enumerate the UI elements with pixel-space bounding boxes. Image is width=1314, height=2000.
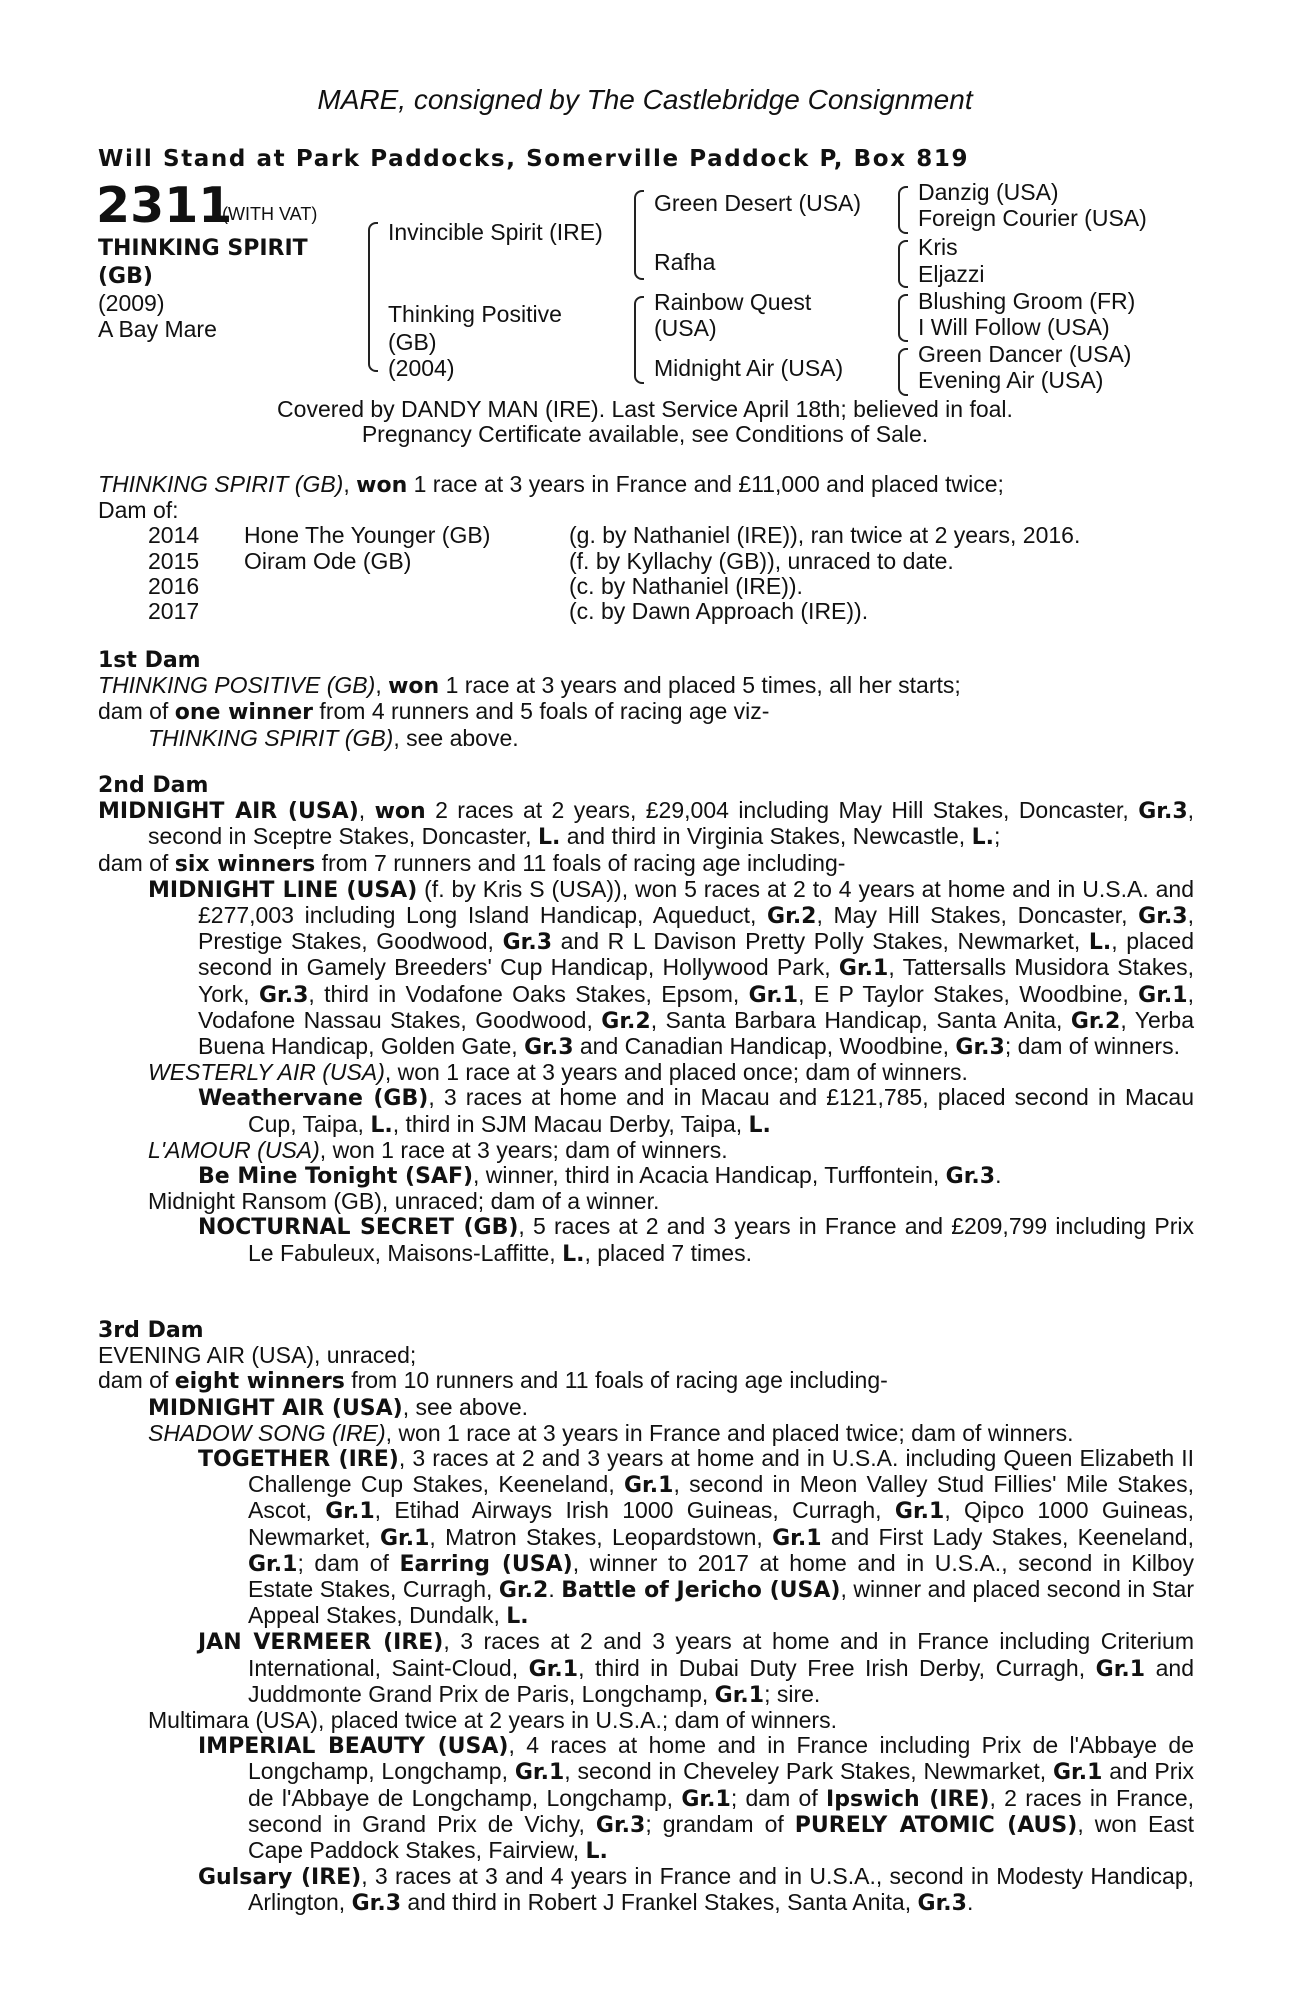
dam-sire-dam: I Will Follow (USA) [918,314,1110,340]
pedigree-brace [634,296,644,384]
sire-sire: Green Desert (USA) [654,190,862,216]
dam-of-label: Dam of: [98,497,179,524]
dam-dam: Midnight Air (USA) [654,355,844,381]
progeny-row: 2017 (c. by Dawn Approach (IRE)). [148,598,869,625]
pedigree-brace [898,186,908,234]
mare-name: THINKING SPIRIT (GB) [98,471,344,497]
dam-dam-sire: Green Dancer (USA) [918,341,1132,367]
dam-year: (2004) [388,355,455,381]
progeny-row: 2014 Hone The Younger (GB) (g. by Nathaniel (IRE)), ran twice at 2 years, 2016. [148,522,1081,549]
pedigree-brace [898,348,908,396]
pedigree-brace [368,222,378,372]
horse-description: A Bay Mare [98,316,217,342]
third-dam-heading: 3rd Dam [98,1318,204,1343]
sire-sire-sire: Danzig (USA) [918,179,1059,205]
dam-sire-origin: (USA) [654,315,717,341]
stand-location: Will Stand at Park Paddocks, Somerville Paddock P, Box 819 [98,146,970,172]
pedigree-brace [898,240,908,288]
dam-origin: (GB) [388,329,437,355]
pedigree-brace [898,294,908,342]
dam-sire-sire: Blushing Groom (FR) [918,288,1136,314]
progeny-row: 2015 Oiram Ode (GB) (f. by Kyllachy (GB)), unraced to date. [148,547,954,574]
sire-dam: Rafha [654,249,716,275]
sire-dam-sire: Kris [918,234,958,260]
covered-note: Covered by DANDY MAN (IRE). Last Service April 18th; believed in foal. [277,396,1013,422]
first-dam-section: 1st Dam THINKING POSITIVE (GB), won 1 race at 3 years and placed 5 times, all her starts; dam of one winner from 4 runners and 5 foals of racing age viz- THINKING SPIRIT (GB), see above. [98,648,1194,751]
sire-sire-dam: Foreign Courier (USA) [918,205,1147,231]
mare-record: 1 race at 3 years in France and £11,000 and placed twice; [407,471,1004,497]
sire: Invincible Spirit (IRE) [388,219,603,245]
pedigree-brace [634,190,644,280]
sire-dam-dam: Eljazzi [918,261,985,287]
horse-year: (2009) [98,290,165,316]
page-title: MARE, consigned by The Castlebridge Consignment [317,84,973,115]
lot-number: 2311 [96,177,233,234]
dam: Thinking Positive [388,301,562,327]
second-dam-section: 2nd Dam MIDNIGHT AIR (USA), won 2 races at 2 years, £29,004 including May Hill Stakes, Doncaster, Gr.3, second in Sceptre Stakes, Doncaster, L. and third in Virginia Stakes, Newcastle, L.; dam of six winners from 7 runners and 11 foals of racing age including- MIDNIGHT LINE (USA) (f. by Kris S (USA)), won 5 races at 2 to 4 years at home and in U.S.A. and £277,003 including Long Island Handicap, Aqueduct, Gr.2, May Hill Stakes, Doncaster, Gr.3, Prestige Stakes, Goodwood, Gr.3 and R L Davison Pretty Polly Stakes, Newmarket, L., placed second in Gamely Breeders' Cup Handicap, Hollywood Park, Gr.1, Tattersalls Musidora Stakes, York, Gr.3, third in Vodafone Oaks Stakes, Epsom, Gr.1, E P Taylor Stakes, Woodbine, Gr.1, Vodafone Nassau Stakes, Goodwood, Gr.2, Santa Barbara Handicap, Santa Anita, Gr.2, Yerba Buena Handicap, Golden Gate, Gr.3 and Canadian Handicap, Woodbine, Gr.3; dam of winners. WESTERLY AIR (USA), won 1 race at 3 years and placed once; dam of winners. Weathervane (GB), 3 races at home and in Macau and £121,785, placed second in Macau Cup, Taipa, L., third in SJM Macau Derby, Taipa, L. L'AMOUR (USA), won 1 race at 3 years; dam of winners. Be Mine Tonight (SAF), winner, third in Acacia Handicap, Turffontein, Gr.3. Midnight Ransom (GB), unraced; dam of a winner. NOCTURNAL SECRET (GB), 5 races at 2 and 3 years in France and £209,799 including Prix Le Fabuleux, Maisons-Laffitte, L., placed 7 times. [98,773,1195,1267]
horse-name: THINKING SPIRIT [98,236,308,261]
first-dam-heading: 1st Dam [98,648,201,673]
horse-origin: (GB) [98,264,153,289]
pregnancy-note: Pregnancy Certificate available, see Conditions of Sale. [361,421,929,447]
intro-section: THINKING SPIRIT (GB), won 1 race at 3 years in France and £11,000 and placed twice; Dam of: 2014 Hone The Younger (GB) (g. by Nathaniel (IRE)), ran twice at 2 years, 2016. 2015 Oiram Ode (GB) (f. by Kyllachy (GB)), unraced to date. 2016 (c. by Nathaniel (IRE)). 2017 (c. by Dawn Approach (IRE)). [98,472,1194,624]
vat-note: (WITH VAT) [222,204,318,224]
second-dam-heading: 2nd Dam [98,773,209,798]
won-label: won [356,473,408,498]
third-dam-section: 3rd Dam EVENING AIR (USA), unraced; dam of eight winners from 10 runners and 11 foals of racing age including- MIDNIGHT AIR (USA), see above. SHADOW SONG (IRE), won 1 race at 3 years in France and placed twice; dam of winners. TOGETHER (IRE), 3 races at 2 and 3 years at home and in U.S.A. including Queen Elizabeth II Challenge Cup Stakes, Keeneland, Gr.1, second in Meon Valley Stud Fillies' Mile Stakes, Ascot, Gr.1, Etihad Airways Irish 1000 Guineas, Curragh, Gr.1, Qipco 1000 Guineas, Newmarket, Gr.1, Matron Stakes, Leopardstown, Gr.1 and First Lady Stakes, Keeneland, Gr.1; dam of Earring (USA), winner to 2017 at home and in U.S.A., second in Kilboy Estate Stakes, Curragh, Gr.2. Battle of Jericho (USA), winner and placed second in Star Appeal Stakes, Dundalk, L. JAN VERMEER (IRE), 3 races at 2 and 3 years at home and in France including Criterium International, Saint-Cloud, Gr.1, third in Dubai Duty Free Irish Derby, Curragh, Gr.1 and Juddmonte Grand Prix de Paris, Longchamp, Gr.1; sire. Multimara (USA), placed twice at 2 years in U.S.A.; dam of winners. IMPERIAL BEAUTY (USA), 4 races at home and in France including Prix de l'Abbaye de Longchamp, Longchamp, Gr.1, second in Cheveley Park Stakes, Newmarket, Gr.1 and Prix de l'Abbaye de Longchamp, Longchamp, Gr.1; dam of Ipswich (IRE), 2 races in France, second in Grand Prix de Vichy, Gr.3; grandam of PURELY ATOMIC (AUS), won East Cape Paddock Stakes, Fairview, L. Gulsary (IRE), 3 races at 3 and 4 years in France and in U.S.A., second in Modesty Handicap, Arlington, Gr.3 and third in Robert J Frankel Stakes, Santa Anita, Gr.3. [98,1318,1195,1917]
dam-dam-dam: Evening Air (USA) [918,367,1104,393]
dam-sire: Rainbow Quest [654,289,812,315]
progeny-row: 2016 (c. by Nathaniel (IRE)). [148,572,803,599]
